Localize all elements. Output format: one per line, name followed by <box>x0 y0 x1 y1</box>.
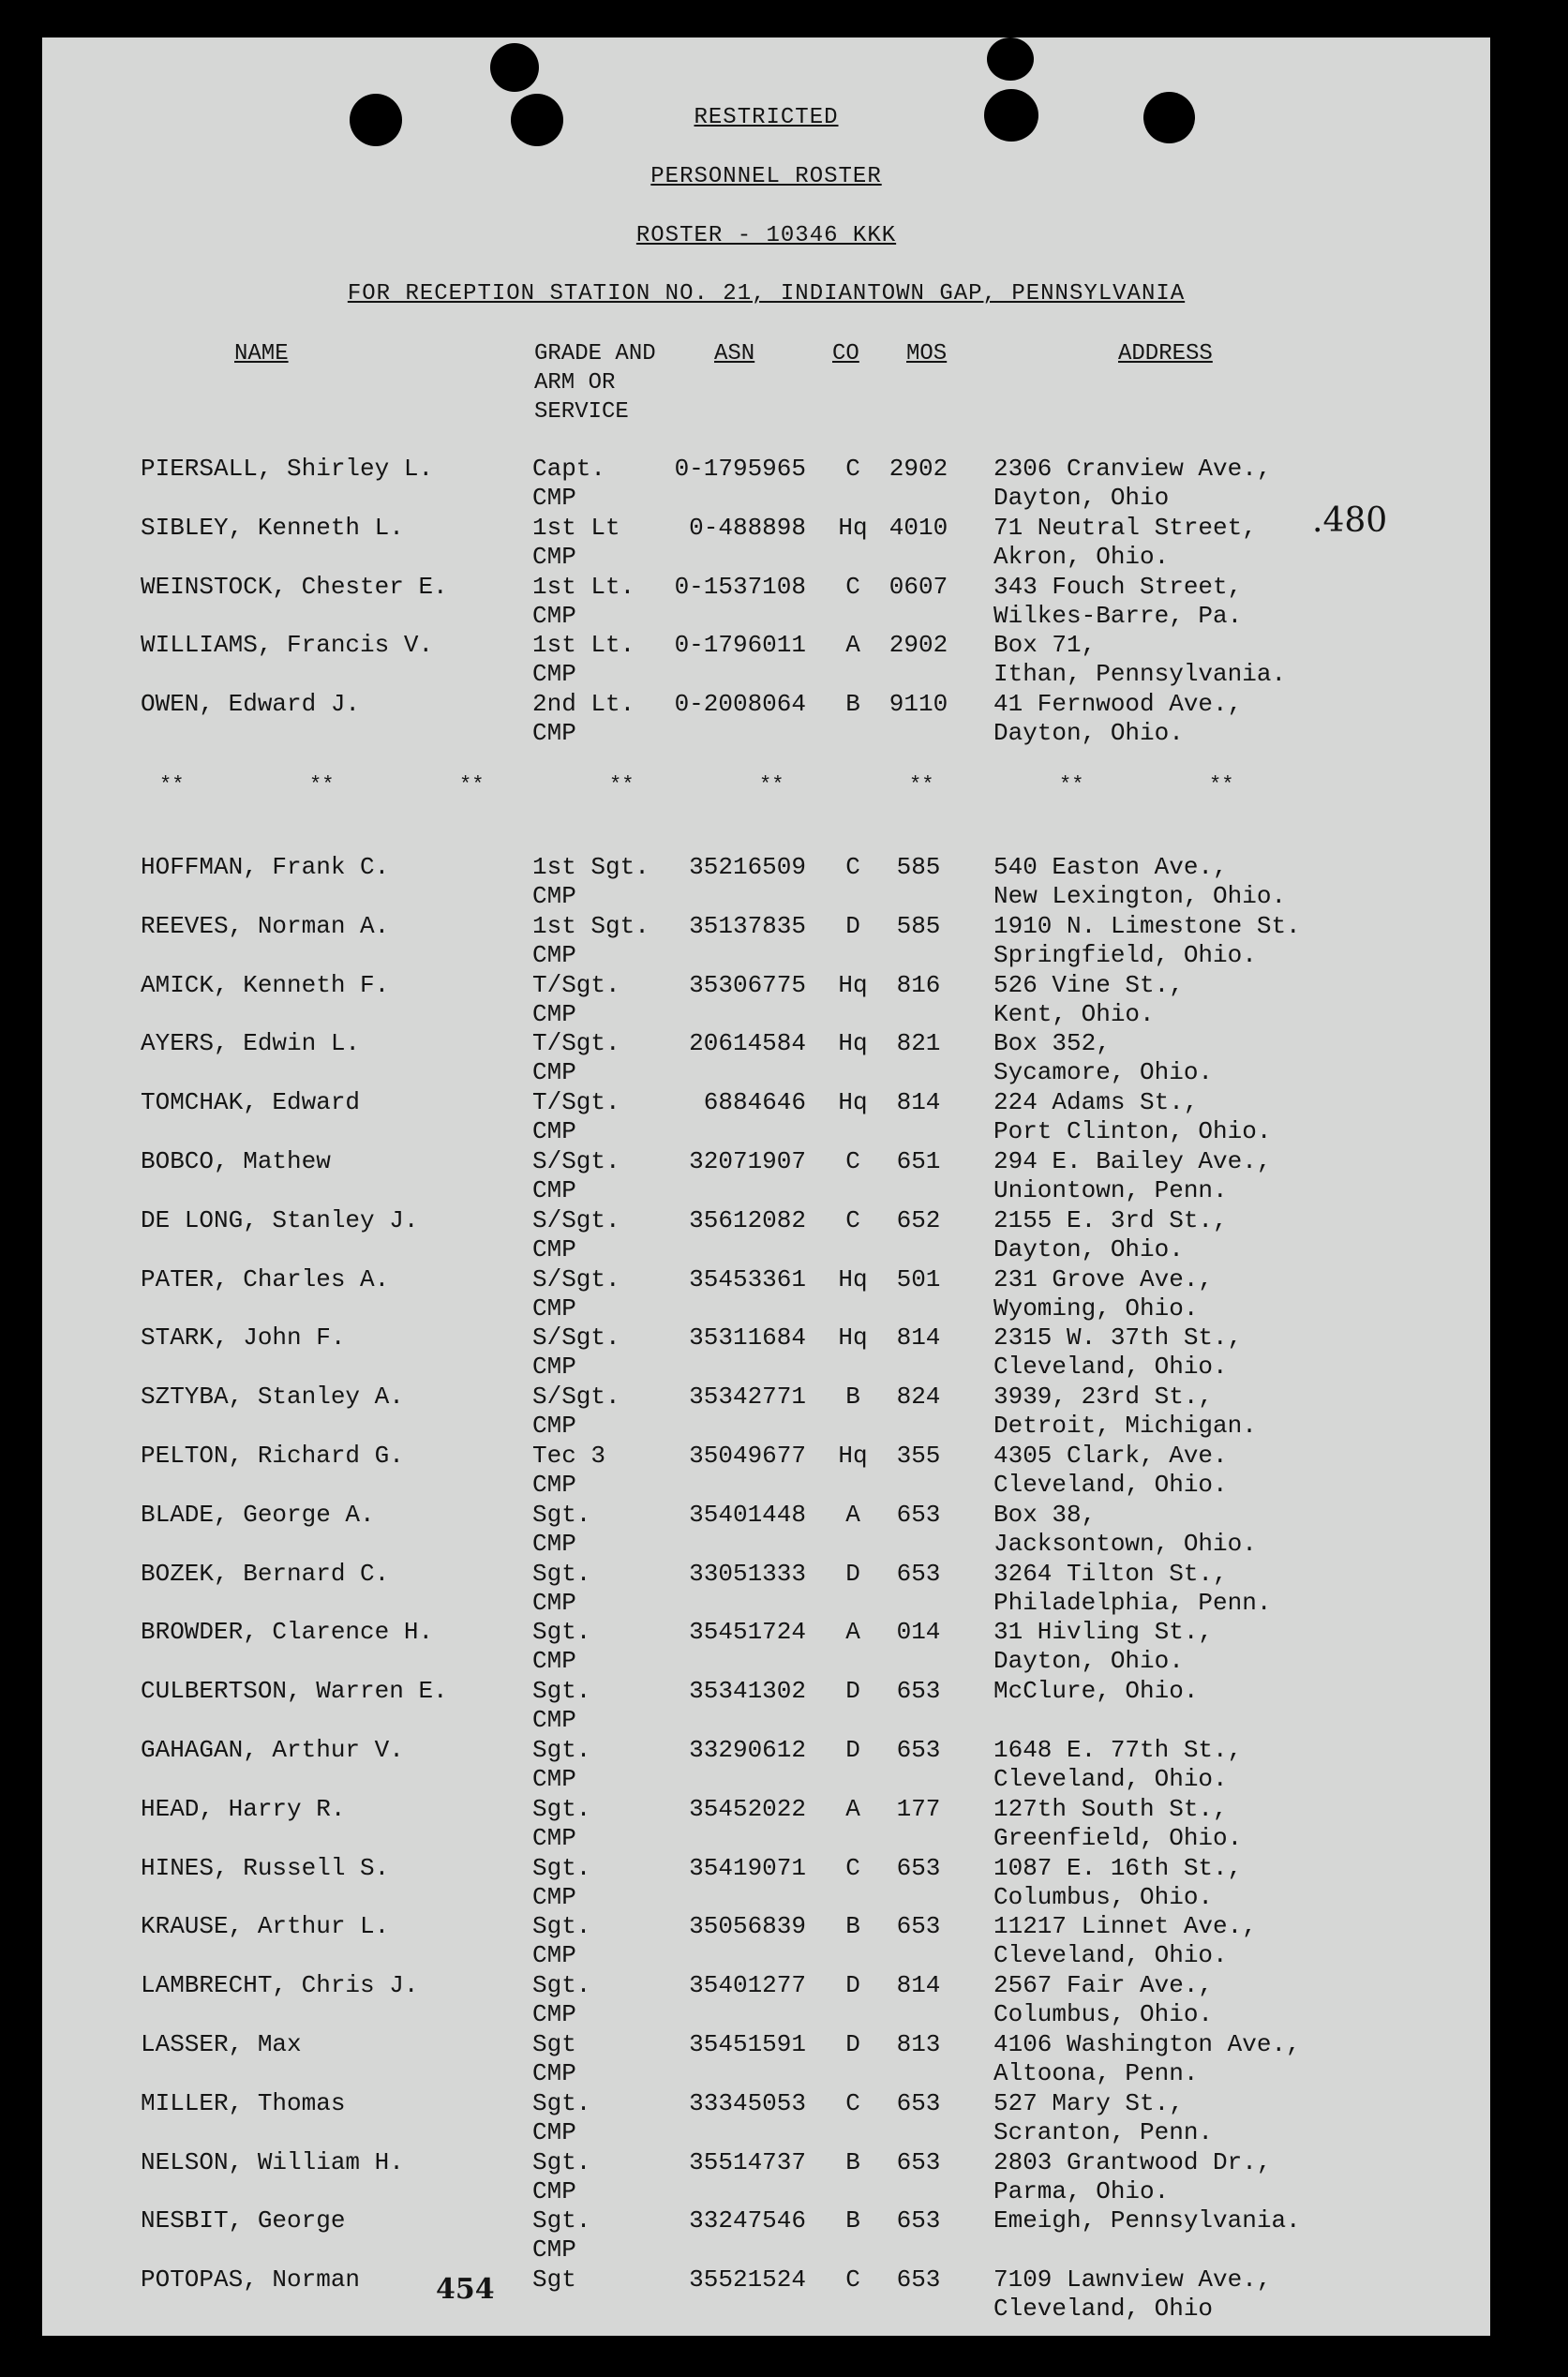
roster-asn: 6884646 <box>703 1088 806 1117</box>
roster-co: D <box>845 911 860 940</box>
separator-mark: ** <box>759 773 784 797</box>
roster-name: NESBIT, George <box>141 2206 346 2235</box>
roster-address: Emeigh, Pennsylvania. <box>993 2206 1301 2235</box>
roster-co: D <box>845 2030 860 2058</box>
punch-hole <box>987 37 1034 81</box>
roster-grade: Sgt. CMP <box>532 2147 591 2205</box>
roster-asn: 0-1537108 <box>674 572 806 601</box>
roster-name: PIERSALL, Shirley L. <box>141 455 434 483</box>
roster-grade: Sgt. CMP <box>532 2206 591 2265</box>
roster-co: D <box>845 1971 860 2000</box>
roster-co: A <box>845 1500 860 1529</box>
roster-address: 540 Easton Ave., New Lexington, Ohio. <box>993 853 1287 910</box>
roster-co: Hq <box>838 1264 868 1293</box>
roster-asn: 35311684 <box>689 1323 806 1353</box>
roster-asn: 35306775 <box>689 970 806 999</box>
roster-asn: 35342771 <box>689 1383 806 1412</box>
roster-co: B <box>845 1383 860 1412</box>
roster-co: Hq <box>838 970 868 999</box>
roster-asn: 35452022 <box>689 1794 806 1823</box>
roster-grade: Sgt. CMP <box>532 1559 591 1617</box>
roster-grade: S/Sgt. CMP <box>532 1264 620 1323</box>
roster-co: Hq <box>838 1088 868 1117</box>
roster-name: KRAUSE, Arthur L. <box>141 1912 390 1941</box>
roster-co: C <box>845 2265 860 2295</box>
roster-grade: 2nd Lt. CMP <box>532 690 635 748</box>
roster-name: WILLIAMS, Francis V. <box>141 631 434 660</box>
column-header-mos: MOS <box>906 341 948 366</box>
roster-co: Hq <box>838 1029 868 1058</box>
roster-id: ROSTER - 10346 KKK <box>635 223 897 248</box>
roster-co: C <box>845 2088 860 2117</box>
roster-co: D <box>845 1736 860 1764</box>
roster-asn: 32071907 <box>689 1147 806 1175</box>
roster-mos: 4010 <box>889 513 948 542</box>
roster-asn: 0-1796011 <box>674 631 806 660</box>
roster-asn: 35216509 <box>689 853 806 881</box>
roster-asn: 35056839 <box>689 1912 806 1941</box>
roster-co: Hq <box>838 1323 868 1353</box>
roster-mos: 501 <box>896 1264 941 1293</box>
roster-address: 1087 E. 16th St., Columbus, Ohio. <box>993 1853 1243 1911</box>
roster-address: 7109 Lawnview Ave., Cleveland, Ohio <box>993 2265 1272 2324</box>
roster-address: 31 Hivling St., Dayton, Ohio. <box>993 1618 1214 1676</box>
roster-name: CULBERTSON, Warren E. <box>141 1677 448 1706</box>
roster-mos: 821 <box>896 1029 941 1058</box>
document-page <box>42 37 1490 2336</box>
roster-name: MILLER, Thomas <box>141 2088 346 2117</box>
roster-asn: 35612082 <box>689 1205 806 1234</box>
roster-asn: 35401448 <box>689 1500 806 1529</box>
roster-mos: 653 <box>896 1912 941 1941</box>
roster-grade: S/Sgt. CMP <box>532 1383 620 1441</box>
roster-mos: 653 <box>896 2265 941 2295</box>
roster-asn: 35451724 <box>689 1618 806 1647</box>
roster-grade: Sgt CMP <box>532 2030 576 2087</box>
roster-co: C <box>845 1205 860 1234</box>
roster-address: 127th South St., Greenfield, Ohio. <box>993 1794 1243 1852</box>
roster-mos: 653 <box>896 1736 941 1764</box>
roster-mos: 9110 <box>889 690 948 719</box>
roster-co: C <box>845 1147 860 1175</box>
roster-grade: Sgt <box>532 2265 576 2295</box>
roster-asn: 33345053 <box>689 2088 806 2117</box>
station-heading: FOR RECEPTION STATION NO. 21, INDIANTOWN GAP, PENNSYLVANIA <box>347 281 1186 306</box>
roster-address: 71 Neutral Street, Akron, Ohio. <box>993 513 1257 571</box>
roster-address: 4106 Washington Ave., Altoona, Penn. <box>993 2030 1301 2087</box>
roster-name: AMICK, Kenneth F. <box>141 970 390 999</box>
roster-grade: 1st Sgt. CMP <box>532 853 650 910</box>
roster-address: 527 Mary St., Scranton, Penn. <box>993 2088 1214 2146</box>
roster-asn: 35401277 <box>689 1971 806 2000</box>
roster-asn: 35521524 <box>689 2265 806 2295</box>
roster-grade: Sgt. CMP <box>532 1971 591 2029</box>
separator-mark: ** <box>459 773 485 797</box>
roster-grade: Sgt. CMP <box>532 2088 591 2146</box>
roster-grade: S/Sgt. CMP <box>532 1205 620 1263</box>
roster-name: HEAD, Harry R. <box>141 1794 346 1823</box>
separator-mark: ** <box>609 773 635 797</box>
separator-mark: ** <box>909 773 934 797</box>
roster-co: Hq <box>838 1442 868 1470</box>
roster-name: LAMBRECHT, Chris J. <box>141 1971 419 2000</box>
roster-mos: 813 <box>896 2030 941 2058</box>
roster-mos: 653 <box>896 2088 941 2117</box>
roster-grade: Sgt. CMP <box>532 1853 591 1911</box>
roster-name: SZTYBA, Stanley A. <box>141 1383 404 1412</box>
roster-name: OWEN, Edward J. <box>141 690 361 719</box>
roster-co: B <box>845 2206 860 2235</box>
roster-grade: Sgt. CMP <box>532 1677 591 1735</box>
roster-asn: 0-1795965 <box>674 455 806 483</box>
roster-address: 2315 W. 37th St., Cleveland, Ohio. <box>993 1323 1243 1382</box>
roster-grade: Capt. CMP <box>532 455 606 512</box>
roster-grade: Sgt. CMP <box>532 1794 591 1852</box>
roster-co: D <box>845 1677 860 1706</box>
roster-mos: 824 <box>896 1383 941 1412</box>
column-header-grade: GRADE AND ARM OR SERVICE <box>534 341 656 425</box>
roster-co: C <box>845 572 860 601</box>
roster-name: GAHAGAN, Arthur V. <box>141 1736 404 1764</box>
roster-mos: 814 <box>896 1971 941 2000</box>
roster-mos: 652 <box>896 1205 941 1234</box>
roster-name: LASSER, Max <box>141 2030 302 2058</box>
roster-asn: 35514737 <box>689 2147 806 2176</box>
classification-heading: RESTRICTED <box>694 105 839 130</box>
roster-mos: 814 <box>896 1088 941 1117</box>
roster-address: 11217 Linnet Ave., Cleveland, Ohio. <box>993 1912 1257 1970</box>
roster-name: TOMCHAK, Edward <box>141 1088 361 1117</box>
roster-address: 2803 Grantwood Dr., Parma, Ohio. <box>993 2147 1272 2205</box>
roster-asn: 35341302 <box>689 1677 806 1706</box>
roster-grade: T/Sgt. CMP <box>532 1029 620 1087</box>
column-header-asn: ASN <box>714 341 755 366</box>
roster-name: DE LONG, Stanley J. <box>141 1205 419 1234</box>
roster-grade: 1st Lt. CMP <box>532 572 635 630</box>
separator-mark: ** <box>1209 773 1234 797</box>
roster-name: PELTON, Richard G. <box>141 1442 404 1470</box>
margin-page-number: .480 <box>1312 501 1388 540</box>
roster-mos: 651 <box>896 1147 941 1175</box>
roster-name: BLADE, George A. <box>141 1500 375 1529</box>
roster-mos: 014 <box>896 1618 941 1647</box>
roster-asn: 35419071 <box>689 1853 806 1882</box>
separator-mark: ** <box>1059 773 1084 797</box>
roster-co: A <box>845 1618 860 1647</box>
roster-grade: 1st Sgt. CMP <box>532 911 650 969</box>
roster-name: BROWDER, Clarence H. <box>141 1618 434 1647</box>
roster-address: Box 352, Sycamore, Ohio. <box>993 1029 1214 1087</box>
roster-name: SIBLEY, Kenneth L. <box>141 513 404 542</box>
roster-grade: Tec 3 CMP <box>532 1442 606 1499</box>
roster-mos: 585 <box>896 853 941 881</box>
separator-mark: ** <box>159 773 185 797</box>
roster-co: B <box>845 1912 860 1941</box>
roster-grade: S/Sgt. CMP <box>532 1323 620 1382</box>
roster-address: 231 Grove Ave., Wyoming, Ohio. <box>993 1264 1214 1323</box>
roster-name: POTOPAS, Norman <box>141 2265 361 2295</box>
roster-name: HINES, Russell S. <box>141 1853 390 1882</box>
roster-mos: 2902 <box>889 631 948 660</box>
roster-name: REEVES, Norman A. <box>141 911 390 940</box>
punch-hole <box>490 43 539 92</box>
roster-address: 343 Fouch Street, Wilkes-Barre, Pa. <box>993 572 1243 630</box>
roster-name: PATER, Charles A. <box>141 1264 390 1293</box>
roster-mos: 2902 <box>889 455 948 483</box>
roster-mos: 0607 <box>889 572 948 601</box>
roster-address: Box 38, Jacksontown, Ohio. <box>993 1500 1257 1558</box>
roster-grade: Sgt. CMP <box>532 1912 591 1970</box>
roster-address: 2306 Cranview Ave., Dayton, Ohio <box>993 455 1272 512</box>
roster-name: BOZEK, Bernard C. <box>141 1559 390 1588</box>
roster-mos: 814 <box>896 1323 941 1353</box>
column-header-name: NAME <box>234 341 289 366</box>
roster-address: 526 Vine St., Kent, Ohio. <box>993 970 1184 1028</box>
roster-asn: 33051333 <box>689 1559 806 1588</box>
roster-name: BOBCO, Mathew <box>141 1147 331 1175</box>
roster-mos: 653 <box>896 1559 941 1588</box>
roster-asn: 33290612 <box>689 1736 806 1764</box>
roster-co: Hq <box>838 513 868 542</box>
roster-name: NELSON, William H. <box>141 2147 404 2176</box>
roster-mos: 653 <box>896 1853 941 1882</box>
roster-mos: 585 <box>896 911 941 940</box>
separator-mark: ** <box>309 773 335 797</box>
roster-address: 1910 N. Limestone St. Springfield, Ohio. <box>993 911 1301 969</box>
roster-mos: 177 <box>896 1794 941 1823</box>
roster-co: B <box>845 2147 860 2176</box>
roster-grade: 1st Lt. CMP <box>532 631 635 689</box>
roster-address: 3264 Tilton St., Philadelphia, Penn. <box>993 1559 1272 1617</box>
roster-mos: 355 <box>896 1442 941 1470</box>
roster-co: D <box>845 1559 860 1588</box>
roster-mos: 653 <box>896 2206 941 2235</box>
roster-co: C <box>845 853 860 881</box>
roster-address: 3939, 23rd St., Detroit, Michigan. <box>993 1383 1257 1441</box>
roster-co: B <box>845 690 860 719</box>
roster-grade: S/Sgt. CMP <box>532 1147 620 1204</box>
roster-address: McClure, Ohio. <box>993 1677 1199 1706</box>
roster-asn: 35049677 <box>689 1442 806 1470</box>
column-header-co: CO <box>832 341 859 366</box>
roster-mos: 653 <box>896 1500 941 1529</box>
column-header-address: ADDRESS <box>1118 341 1213 366</box>
roster-asn: 0-2008064 <box>674 690 806 719</box>
roster-address: 2567 Fair Ave., Columbus, Ohio. <box>993 1971 1214 2029</box>
document-title: PERSONNEL ROSTER <box>650 164 882 189</box>
roster-co: A <box>845 631 860 660</box>
roster-grade: Sgt. CMP <box>532 1500 591 1558</box>
roster-co: A <box>845 1794 860 1823</box>
roster-co: C <box>845 455 860 483</box>
roster-address: 294 E. Bailey Ave., Uniontown, Penn. <box>993 1147 1272 1204</box>
roster-asn: 35451591 <box>689 2030 806 2058</box>
roster-asn: 35137835 <box>689 911 806 940</box>
roster-address: 224 Adams St., Port Clinton, Ohio. <box>993 1088 1272 1146</box>
roster-asn: 0-488898 <box>689 513 806 542</box>
roster-co: C <box>845 1853 860 1882</box>
roster-address: 1648 E. 77th St., Cleveland, Ohio. <box>993 1736 1243 1793</box>
roster-name: WEINSTOCK, Chester E. <box>141 572 448 601</box>
roster-name: STARK, John F. <box>141 1323 346 1353</box>
roster-address: Box 71, Ithan, Pennsylvania. <box>993 631 1287 689</box>
bottom-stamp: 454 <box>436 2273 495 2306</box>
roster-grade: 1st Lt CMP <box>532 513 620 571</box>
roster-grade: Sgt. CMP <box>532 1618 591 1676</box>
roster-asn: 35453361 <box>689 1264 806 1293</box>
roster-name: AYERS, Edwin L. <box>141 1029 361 1058</box>
roster-address: 4305 Clark, Ave. Cleveland, Ohio. <box>993 1442 1228 1499</box>
roster-address: 41 Fernwood Ave., Dayton, Ohio. <box>993 690 1243 748</box>
roster-asn: 20614584 <box>689 1029 806 1058</box>
roster-grade: Sgt. CMP <box>532 1736 591 1793</box>
roster-asn: 33247546 <box>689 2206 806 2235</box>
roster-address: 2155 E. 3rd St., Dayton, Ohio. <box>993 1205 1228 1263</box>
roster-grade: T/Sgt. CMP <box>532 970 620 1028</box>
roster-grade: T/Sgt. CMP <box>532 1088 620 1146</box>
roster-mos: 816 <box>896 970 941 999</box>
roster-mos: 653 <box>896 2147 941 2176</box>
roster-name: HOFFMAN, Frank C. <box>141 853 390 881</box>
roster-mos: 653 <box>896 1677 941 1706</box>
